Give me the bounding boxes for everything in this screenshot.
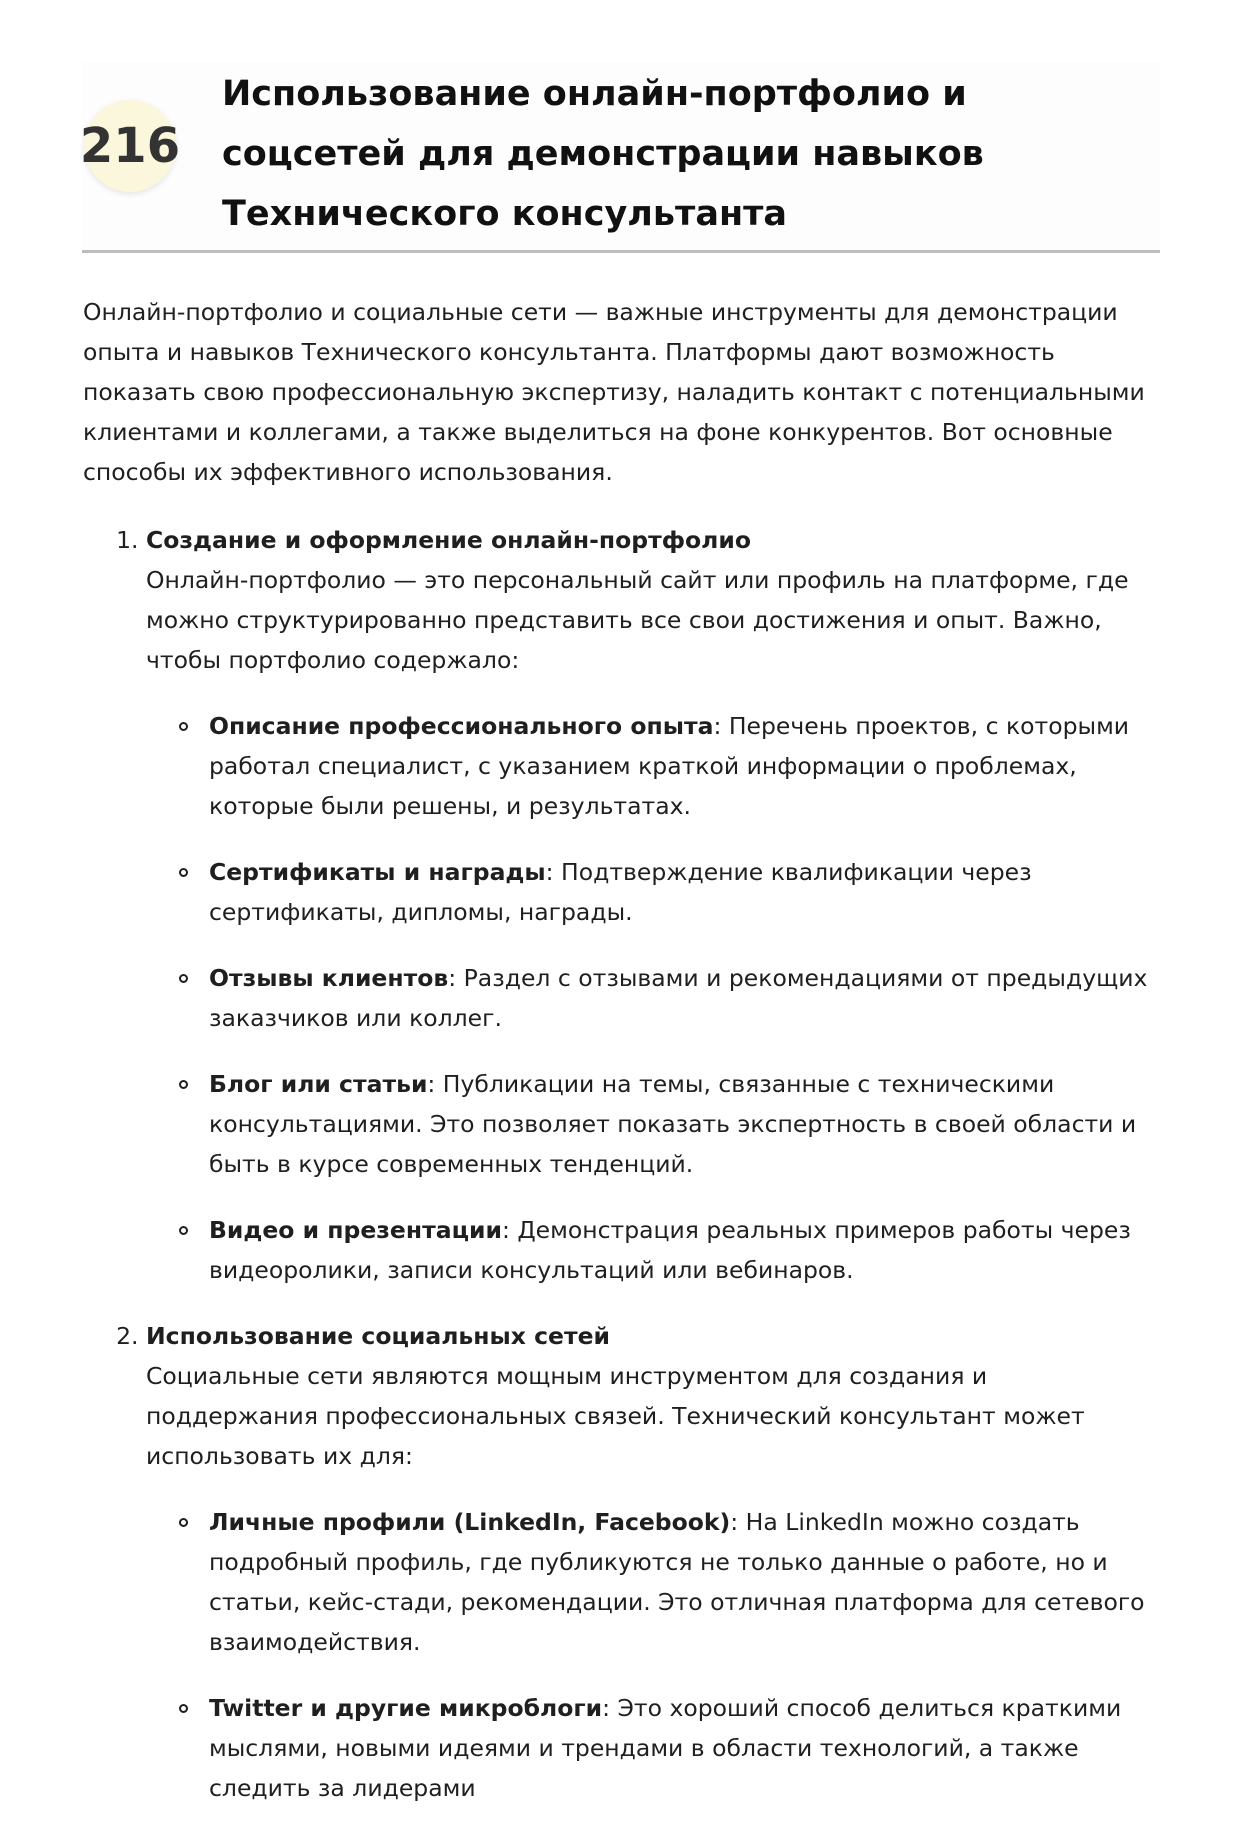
circle-bullet-icon — [179, 1518, 188, 1527]
list-item — [146, 1502, 1163, 1662]
section-title: 1. Создание и оформление онлайн-портфолио — [146, 526, 751, 554]
item-text: : На LinkedIn можно создать подробный профиль, где публикуются не только данные о работе, но и статьи, кейс-стади, рекомендации. Это отличная платформа для сетевого взаимодействия. — [209, 1508, 1145, 1656]
list-item — [146, 1688, 1163, 1808]
section-text: Социальные сети являются мощным инструментом для создания и поддержания профессиональных связей. Технический консультант может использовать их для: — [146, 1362, 1085, 1470]
list-item — [146, 958, 1163, 1038]
chapter-header — [79, 62, 1160, 253]
item-text: : Публикации на темы, связанные с техническими консультациями. Это позволяет показать экспертность в своей области и быть в курсе современных тенденций. — [209, 1070, 1137, 1178]
sections-list — [83, 520, 1163, 1808]
item-term: Отзывы клиентов — [209, 964, 449, 992]
item-term: Twitter и другие микроблоги — [209, 1694, 603, 1722]
item-term: Сертификаты и награды — [209, 858, 546, 886]
section-item — [146, 1316, 1163, 1808]
circle-bullet-icon — [179, 974, 188, 983]
list-item — [146, 1210, 1163, 1290]
list-item — [146, 852, 1163, 932]
item-text: : Демонстрация реальных примеров работы через видеоролики, записи консультаций или вебинаров. — [209, 1216, 1131, 1284]
item-text: : Перечень проектов, с которыми работал специалист, с указанием краткой информации о проблемах, которые были решены, и результатах. — [209, 712, 1130, 820]
item-term: Видео и презентации — [209, 1216, 502, 1244]
points-list — [146, 1502, 1163, 1808]
circle-bullet-icon — [179, 1226, 188, 1235]
item-term: Личные профили (LinkedIn, Facebook) — [209, 1508, 731, 1536]
circle-bullet-icon — [179, 868, 188, 877]
article-body — [83, 292, 1163, 1834]
chapter-number-badge: 216 — [84, 100, 176, 192]
section-title: 2. Использование социальных сетей — [146, 1322, 611, 1350]
circle-bullet-icon — [179, 1080, 188, 1089]
list-item — [146, 1064, 1163, 1184]
item-text: : Подтверждение квалификации через сертификаты, дипломы, награды. — [209, 858, 1032, 926]
item-term: Блог или статьи — [209, 1070, 428, 1098]
intro-paragraph: Онлайн-портфолио и социальные сети — важные инструменты для демонстрации опыта и навыков Технического консультанта. Платформы дают возможность показать свою профессиональную экспертизу, наладить контакт с потенциальными клиентами и коллегами, а также выделиться на фоне конкурентов. Вот основные способы их эффективного использования. — [83, 298, 1145, 486]
item-text: : Раздел с отзывами и рекомендациями от предыдущих заказчиков или коллег. — [209, 964, 1148, 1032]
section-text: Онлайн-портфолио — это персональный сайт или профиль на платформе, где можно структурированно представить все свои достижения и опыт. Важно, чтобы портфолио содержало: — [146, 566, 1129, 674]
points-list — [146, 706, 1163, 1290]
item-text: : Это хороший способ делиться краткими мыслями, новыми идеями и трендами в области технологий, а также следить за лидерами — [209, 1694, 1122, 1802]
chapter-title: Использование онлайн-портфолио и соцсетей для демонстрации навыков Технического консультанта — [222, 74, 984, 234]
list-item — [146, 706, 1163, 826]
section-item — [146, 520, 1163, 1290]
circle-bullet-icon — [179, 722, 188, 731]
item-term: Описание профессионального опыта — [209, 712, 714, 740]
circle-bullet-icon — [179, 1704, 188, 1713]
